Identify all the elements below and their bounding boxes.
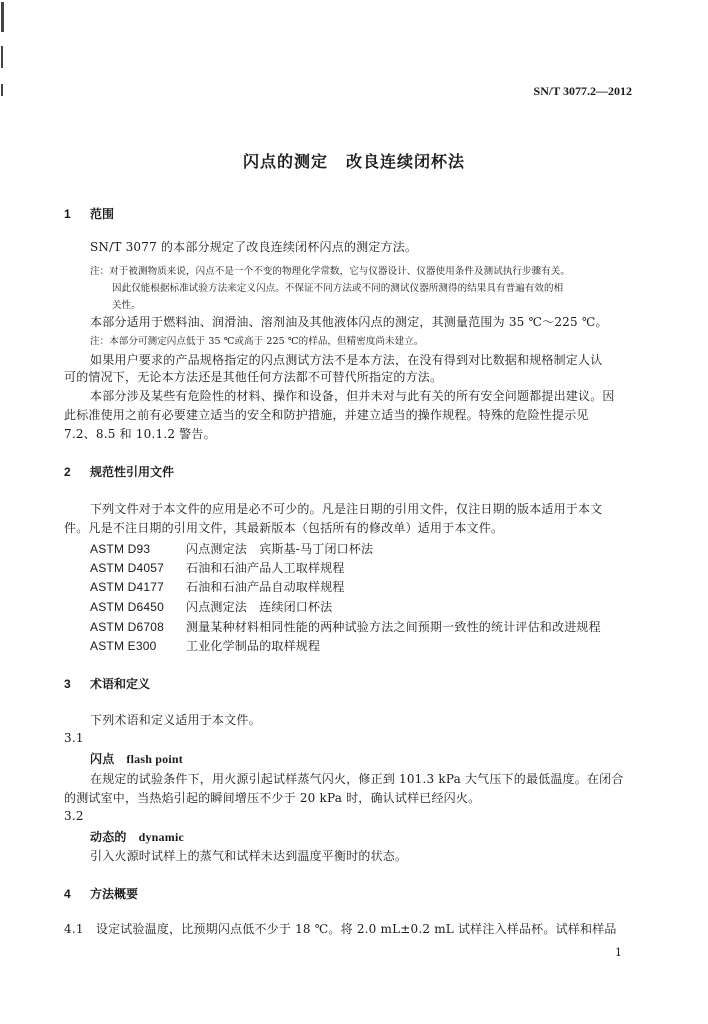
reference-title: 工业化学制品的取样规程 <box>186 639 321 653</box>
section-number: 3 <box>64 677 71 691</box>
reference-title: 闪点测定法 连续闭口杯法 <box>186 600 333 614</box>
reference-title: 闪点测定法 宾斯基-马丁闭口杯法 <box>186 542 374 556</box>
reference-code: ASTM D6708 <box>90 620 165 634</box>
page-number: 1 <box>615 946 622 959</box>
document-title <box>0 149 708 172</box>
reference-code: ASTM D6450 <box>90 600 165 614</box>
references-intro-line-1: 下列文件对于本文件的应用是必不可少的。凡是注日期的引用文件，仅注日期的版本适用于本文 <box>90 502 603 516</box>
reference-item <box>90 618 601 635</box>
term-definition-line-2: 的测试室中，当热焰引起的瞬间增压不少于 20 kPa 时，确认试样已经闪火。 <box>64 791 481 805</box>
reference-item <box>90 637 320 654</box>
section-3-heading <box>64 675 150 692</box>
note-1-line-2: 因此仅能根据标准试验方法来定义闪点。不保证不同方法或不同的测试仪器所测得的结果具有普遍有效的相 <box>112 283 564 294</box>
scope-paragraph-1: SN/T 3077 的本部分规定了改良连续闭杯闪点的测定方法。 <box>90 240 418 254</box>
standard-code: SN/T 3077.2—2012 <box>533 84 632 98</box>
reference-item <box>90 540 373 557</box>
reference-item <box>90 578 345 595</box>
section-title: 术语和定义 <box>90 677 151 691</box>
term-heading <box>90 750 183 767</box>
term-definition: 引入火源时试样上的蒸气和试样未达到温度平衡时的状态。 <box>90 849 408 863</box>
title-part-2: 改良连续闭杯法 <box>346 152 466 171</box>
term-en: dynamic <box>138 830 185 844</box>
section-number: 1 <box>64 207 71 221</box>
note-1-line-3: 关性。 <box>112 300 141 311</box>
term-zh: 闪点 <box>90 752 115 766</box>
section-number: 4 <box>64 887 71 901</box>
method-paragraph-4-1: 4.1 设定试验温度，比预期闪点低不少于 18 ℃。将 2.0 mL±0.2 mL 试样注入样品杯。试样和样品 <box>64 922 617 936</box>
scope-paragraph-4-line-3: 7.2、8.5 和 10.1.2 警告。 <box>64 427 216 441</box>
scope-paragraph-3-line-2: 可的情况下，无论本方法还是其他任何方法都不可替代所指定的方法。 <box>64 370 443 384</box>
references-intro-line-2: 件。凡是不注日期的引用文件，其最新版本（包括所有的修改单）适用于本文件。 <box>64 521 504 535</box>
section-title: 方法概要 <box>90 887 139 901</box>
section-title: 规范性引用文件 <box>90 465 175 479</box>
reference-title: 石油和石油产品人工取样规程 <box>186 561 345 575</box>
note-1-line-1: 注：对于被测物质来说，闪点不是一个不变的物理化学常数，它与仪器设计、仪器使用条件及测试执行步骤有关。 <box>90 266 571 277</box>
term-number: 3.1 <box>64 731 84 745</box>
reference-item <box>90 598 332 615</box>
term-heading <box>90 828 184 845</box>
scope-paragraph-3-line-1: 如果用户要求的产品规格指定的闪点测试方法不是本方法，在没有得到对比数据和规格制定人认 <box>90 353 603 367</box>
section-4-heading <box>64 885 138 902</box>
scope-paragraph-4-line-2: 此标准使用之前有必要建立适当的安全和防护措施，并建立适当的操作规程。特殊的危险性提示见 <box>64 408 589 422</box>
reference-code: ASTM E300 <box>90 639 157 653</box>
reference-title: 测量某种材料相同性能的两种试验方法之间预期一致性的统计评估和改进规程 <box>186 620 601 634</box>
term-definition-line-1: 在规定的试验条件下，用火源引起试样蒸气闪火，修正到 101.3 kPa 大气压下的最低温度。在闭合 <box>90 772 624 786</box>
section-title: 范围 <box>90 207 115 221</box>
reference-code: ASTM D4057 <box>90 561 165 575</box>
term-number: 3.2 <box>64 809 84 823</box>
term-zh: 动态的 <box>90 830 127 844</box>
scope-paragraph-2: 本部分适用于燃料油、润滑油、溶剂油及其他液体闪点的测定，其测量范围为 35 ℃～225 ℃。 <box>90 315 608 329</box>
reference-code: ASTM D93 <box>90 542 151 556</box>
reference-item <box>90 559 345 576</box>
section-2-heading <box>64 463 174 480</box>
terms-intro: 下列术语和定义适用于本文件。 <box>90 713 261 727</box>
scan-edge-marks <box>0 0 6 110</box>
reference-title: 石油和石油产品自动取样规程 <box>186 580 345 594</box>
reference-code: ASTM D4177 <box>90 580 165 594</box>
scope-paragraph-4-line-1: 本部分涉及某些有危险性的材料、操作和设备，但并未对与此有关的所有安全问题都提出建议。因 <box>90 389 615 403</box>
title-part-1: 闪点的测定 <box>242 152 328 171</box>
section-1-heading <box>64 205 114 222</box>
section-number: 2 <box>64 465 71 479</box>
note-2: 注：本部分可测定闪点低于 35 ℃或高于 225 ℃的样品，但精密度尚未建立。 <box>90 336 424 347</box>
term-en: flash point <box>126 752 183 766</box>
